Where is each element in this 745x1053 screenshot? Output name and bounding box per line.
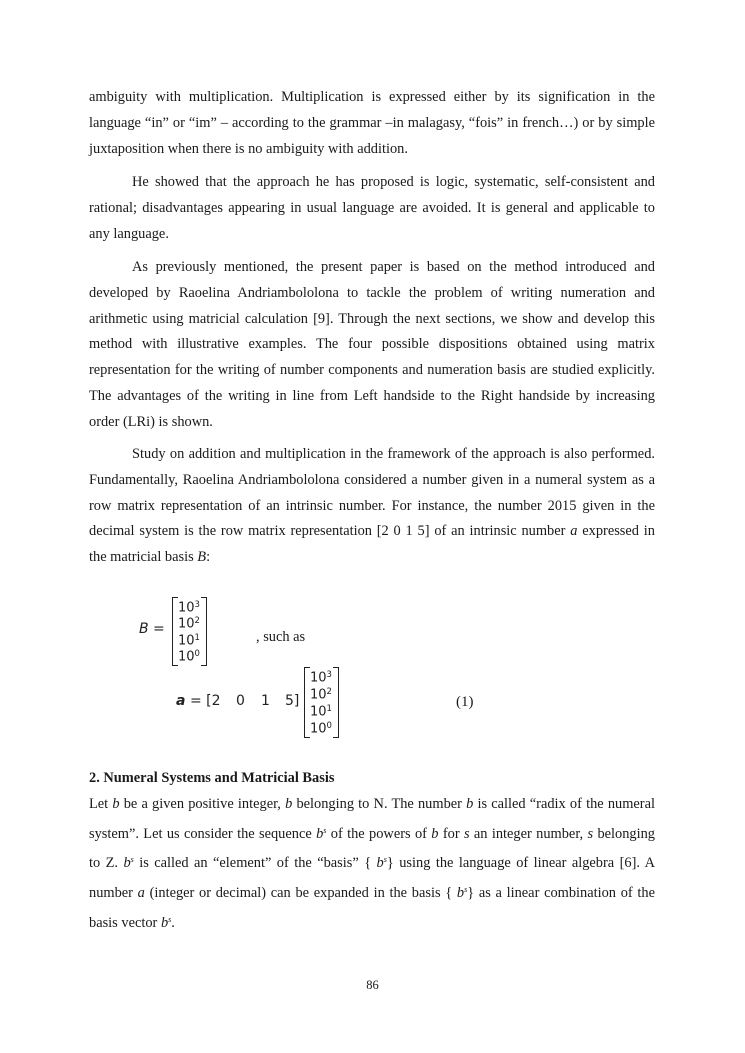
variable-B: B — [197, 549, 207, 566]
paragraph-4-mid: expressed in the matricial basis — [89, 523, 655, 566]
basis-entry: $10^0$ — [178, 649, 200, 665]
basis-entry: $10^2$ — [310, 687, 332, 703]
basis-entry: $10^2$ — [178, 616, 200, 632]
basis-entry: $10^1$ — [178, 633, 200, 649]
right-bracket — [333, 667, 339, 738]
variable-a: a — [570, 523, 578, 540]
right-bracket — [201, 597, 207, 666]
paragraph-2: He showed that the approach he has proposed is logic, systematic, self-consistent and rational; disadvantages appearing in usual language are avoided. It is general and applicable to any language. — [89, 174, 655, 242]
row-entry: 5] — [285, 693, 300, 709]
basis-entry: $10^1$ — [310, 704, 332, 720]
such-as-text: , such as — [256, 629, 306, 645]
section-heading: 2. Numeral Systems and Matricial Basis — [89, 770, 335, 786]
paragraph-1: ambiguity with multiplication. Multiplication is expressed either by its signification in the language “in” or “im” – according to the grammar –in malagasy, “fois” in french…) or by simple juxtaposition when there is no ambiguity with addition. — [89, 89, 655, 157]
paragraph-3: As previously mentioned, the present paper is based on the method introduced and developed by Raoelina Andriambololona to tackle the problem of writing numeration and arithmetic using matricial calculation [9]. Through the next sections, we show and develop this method with illustrative examples. The four possible dispositions obtained using matrix representation for the writing of number components and numeration basis are studied explicitly. The advantages of the writing in line from Left handside to the Right handside by increasing order (LRi) is shown. — [89, 259, 655, 430]
equation-a-lhs: a — [176, 693, 186, 709]
paragraph-4-end: : — [206, 549, 211, 566]
row-entry: 1 — [261, 693, 270, 709]
basis-entry: $10^0$ — [310, 721, 332, 737]
page-number: 86 — [366, 978, 379, 992]
paragraph-4 — [89, 442, 655, 571]
equation-B-lhs: B = — [139, 621, 165, 637]
paragraph-4-text: Study on addition and multiplication in the framework of the approach is also performed. Fundamentally, Raoelina Andriambololona considered a number given in a numeral system as a row matrix representation of an intrinsic number. For instance, the number 2015 given in the decimal system is the row matrix representation [2 0 1 5] of an intrinsic number — [89, 446, 655, 540]
basis-entry: $10^3$ — [178, 600, 200, 616]
basis-entry: $10^3$ — [310, 670, 332, 686]
row-entry: 0 — [236, 693, 245, 709]
equation-a-eq: = [2 — [190, 693, 221, 709]
equation-number: (1) — [456, 694, 474, 710]
section-paragraph: Let b be a given positive integer, b belonging to N. The number b is called “radix of the numeral system”. Let us consider the sequence $b^s$ of the powers of b for s an integer number, s belonging to Z. $b^s$ is called an “element” of the “basis” { $b^s$} using the language of linear algebra [6]. A number a (integer or decimal) can be expanded in the basis { $b^s$} as a linear combination of the basis vector $b^s$. — [89, 796, 655, 931]
